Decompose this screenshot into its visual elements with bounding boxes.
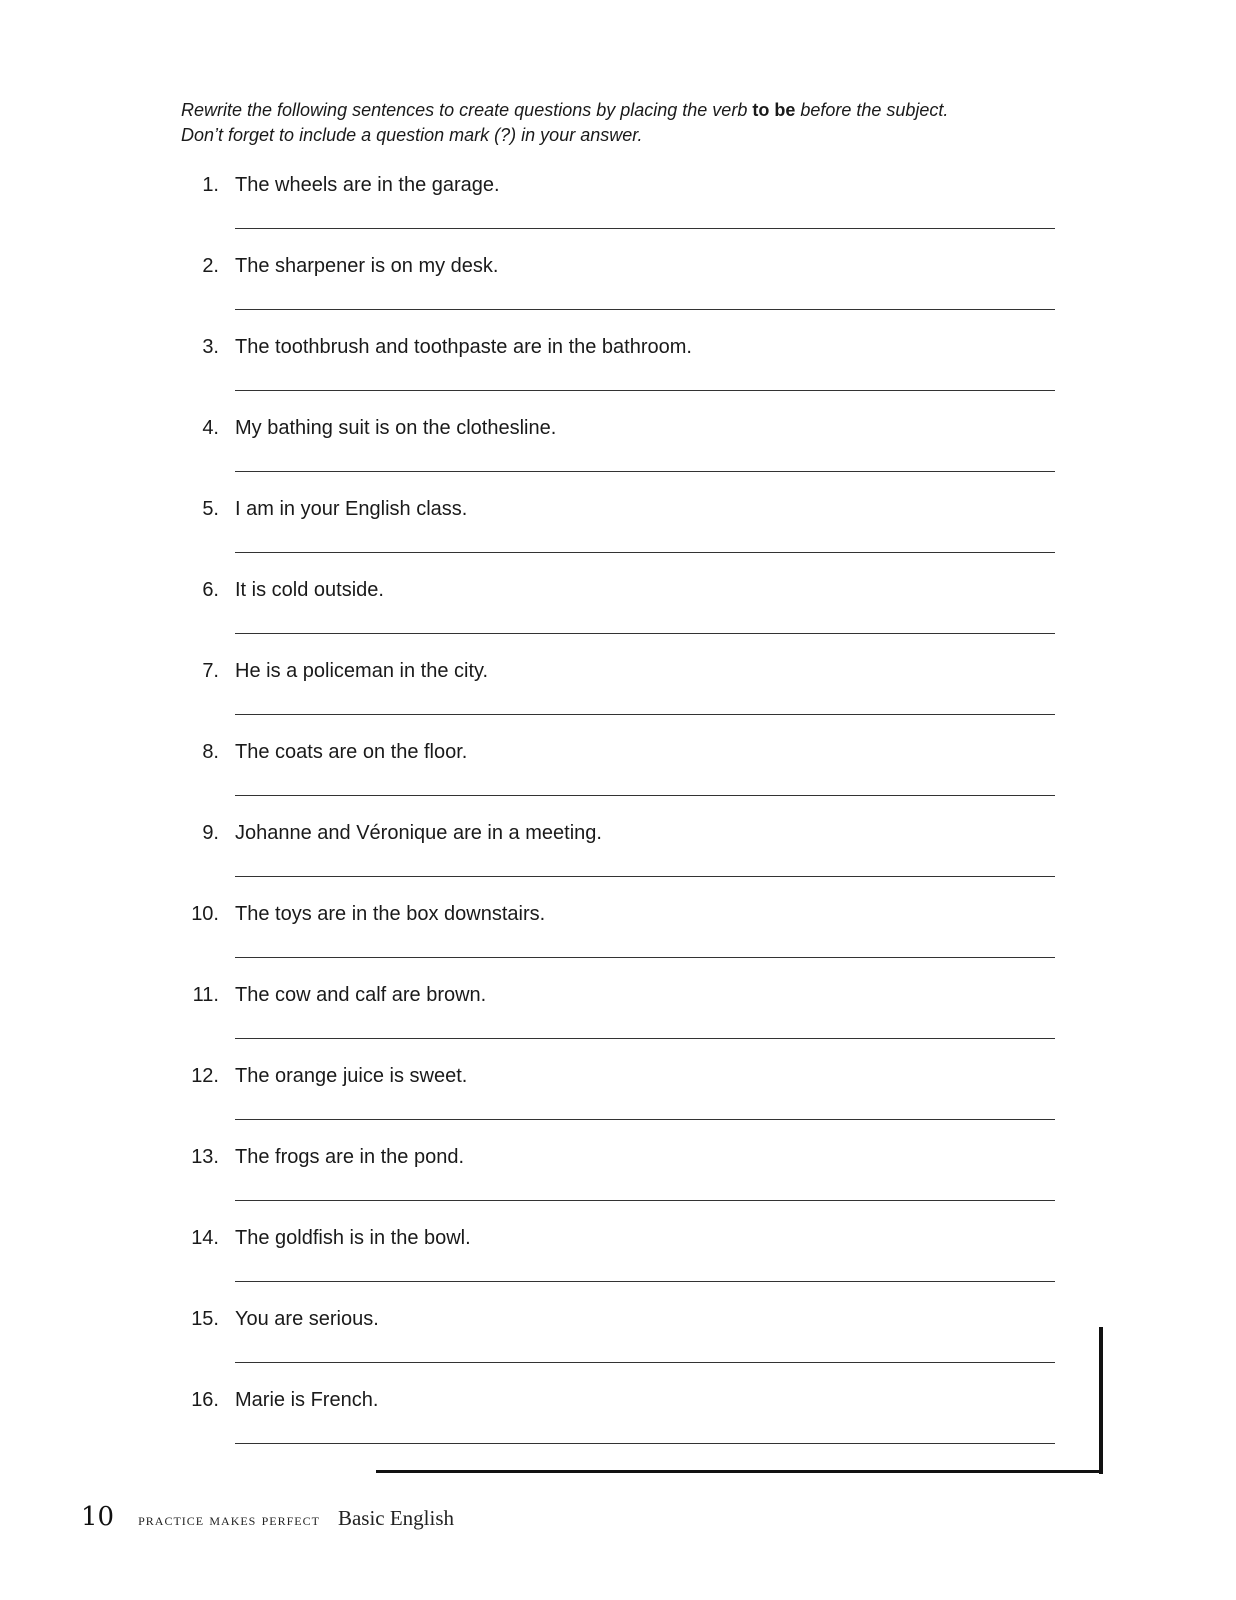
item-number: 10. [191,903,219,925]
item-sentence: The sharpener is on my desk. [235,255,499,277]
item-sentence: The cow and calf are brown. [235,984,487,1006]
instructions [181,98,1081,148]
answer-line[interactable] [235,552,1055,553]
exercise-item [0,248,1236,329]
item-number: 9. [202,822,219,844]
answer-line[interactable] [235,471,1055,472]
exercise-item [0,1382,1236,1463]
item-sentence: Johanne and Véronique are in a meeting. [235,822,602,844]
exercise-item [0,734,1236,815]
answer-line[interactable] [235,1281,1055,1282]
answer-line[interactable] [235,1362,1055,1363]
item-sentence: I am in your English class. [235,498,468,520]
answer-line[interactable] [235,957,1055,958]
item-number: 16. [191,1389,219,1411]
answer-line[interactable] [235,1038,1055,1039]
item-number: 13. [191,1146,219,1168]
exercise-item [0,977,1236,1058]
instructions-emphasis: to be [752,100,796,120]
page-number: 10 [81,1502,115,1532]
item-sentence: You are serious. [235,1308,379,1330]
item-sentence: The toothbrush and toothpaste are in the bathroom. [235,336,692,358]
answer-line[interactable] [235,714,1055,715]
exercise-item [0,572,1236,653]
exercise-item [0,491,1236,572]
book-title: Basic English [337,1506,455,1530]
item-number: 15. [191,1308,219,1330]
answer-line[interactable] [235,795,1055,796]
item-sentence: It is cold outside. [235,579,384,601]
item-number: 4. [202,417,219,439]
answer-line[interactable] [235,876,1055,877]
exercise-item [0,167,1236,248]
instructions-text-part2: before the subject. [795,100,949,120]
answer-line[interactable] [235,633,1055,634]
item-number: 1. [202,174,219,196]
answer-line[interactable] [235,1200,1055,1201]
item-number: 2. [202,255,219,277]
box-rule-horizontal [376,1470,1103,1473]
item-sentence: The wheels are in the garage. [235,174,500,196]
item-number: 12. [191,1065,219,1087]
item-number: 5. [202,498,219,520]
item-number: 11. [192,984,219,1006]
answer-line[interactable] [235,309,1055,310]
item-number: 3. [202,336,219,358]
exercise-item [0,653,1236,734]
item-number: 7. [202,660,219,682]
exercise-item [0,1301,1236,1382]
exercise-item [0,329,1236,410]
item-sentence: The goldfish is in the bowl. [235,1227,471,1249]
instructions-text-part1: Rewrite the following sentences to create questions by placing the verb [181,100,753,120]
item-sentence: He is a policeman in the city. [235,660,489,682]
exercise-item [0,1058,1236,1139]
instructions-line2: Don’t forget to include a question mark (?) in your answer. [181,125,643,145]
series-title: practice makes perfect [138,1510,320,1529]
answer-line[interactable] [235,1443,1055,1444]
item-number: 6. [202,579,219,601]
exercise-item [0,1139,1236,1220]
answer-line[interactable] [235,228,1055,229]
page-footer [81,1502,454,1538]
exercise-item [0,815,1236,896]
exercise-item [0,1220,1236,1301]
item-sentence: The frogs are in the pond. [235,1146,465,1168]
exercise-item [0,896,1236,977]
exercise-item [0,410,1236,491]
item-sentence: My bathing suit is on the clothesline. [235,417,557,439]
item-sentence: The orange juice is sweet. [235,1065,468,1087]
exercise-list [0,167,1236,1463]
item-sentence: The toys are in the box downstairs. [235,903,546,925]
item-number: 14. [191,1227,219,1249]
answer-line[interactable] [235,390,1055,391]
item-number: 8. [202,741,219,763]
item-sentence: Marie is French. [235,1389,379,1411]
answer-line[interactable] [235,1119,1055,1120]
item-sentence: The coats are on the floor. [235,741,468,763]
box-rule-vertical [1099,1327,1103,1474]
